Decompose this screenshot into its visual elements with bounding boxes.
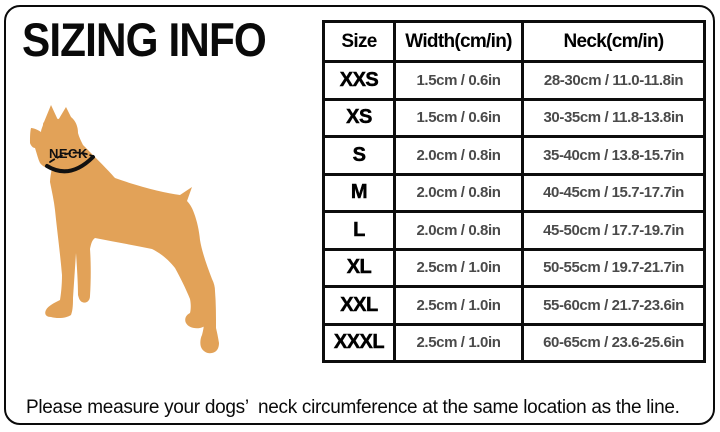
table-row <box>324 99 705 137</box>
table-row <box>324 287 705 325</box>
table-row <box>324 62 705 100</box>
size-cell: M <box>324 174 395 212</box>
dog-illustration <box>20 100 225 355</box>
table-row <box>324 212 705 250</box>
dog-body-shape <box>30 105 219 353</box>
neck-cell: 28-30cm / 11.0-11.8in <box>523 62 705 100</box>
dog-silhouette <box>30 105 219 353</box>
width-cell: 1.5cm / 0.6in <box>395 99 523 137</box>
width-cell: 2.5cm / 1.0in <box>395 287 523 325</box>
column-header-size: Size <box>324 22 395 62</box>
neck-cell: 35-40cm / 13.8-15.7in <box>523 137 705 175</box>
neck-label: NECK <box>49 146 88 161</box>
neck-cell: 55-60cm / 21.7-23.6in <box>523 287 705 325</box>
table-header-row <box>324 22 705 62</box>
column-header-neck: Neck(cm/in) <box>523 22 705 62</box>
width-cell: 1.5cm / 0.6in <box>395 62 523 100</box>
width-cell: 2.5cm / 1.0in <box>395 324 523 362</box>
size-cell: S <box>324 137 395 175</box>
width-cell: 2.0cm / 0.8in <box>395 137 523 175</box>
neck-cell: 45-50cm / 17.7-19.7in <box>523 212 705 250</box>
page-title: SIZING INFO <box>22 13 266 66</box>
neck-cell: 60-65cm / 23.6-25.6in <box>523 324 705 362</box>
size-cell: XS <box>324 99 395 137</box>
size-cell: XXXL <box>324 324 395 362</box>
width-cell: 2.5cm / 1.0in <box>395 249 523 287</box>
size-cell: XXL <box>324 287 395 325</box>
size-cell: L <box>324 212 395 250</box>
table-row <box>324 324 705 362</box>
width-cell: 2.0cm / 0.8in <box>395 212 523 250</box>
table-row <box>324 174 705 212</box>
size-cell: XXS <box>324 62 395 100</box>
column-header-width: Width(cm/in) <box>395 22 523 62</box>
neck-cell: 40-45cm / 15.7-17.7in <box>523 174 705 212</box>
width-cell: 2.0cm / 0.8in <box>395 174 523 212</box>
sizing-table <box>322 20 706 363</box>
table-row <box>324 137 705 175</box>
measurement-note: Please measure your dogs’ neck circumference at the same location as the line. <box>26 397 680 418</box>
neck-cell: 30-35cm / 11.8-13.8in <box>523 99 705 137</box>
table-row <box>324 249 705 287</box>
neck-cell: 50-55cm / 19.7-21.7in <box>523 249 705 287</box>
size-cell: XL <box>324 249 395 287</box>
